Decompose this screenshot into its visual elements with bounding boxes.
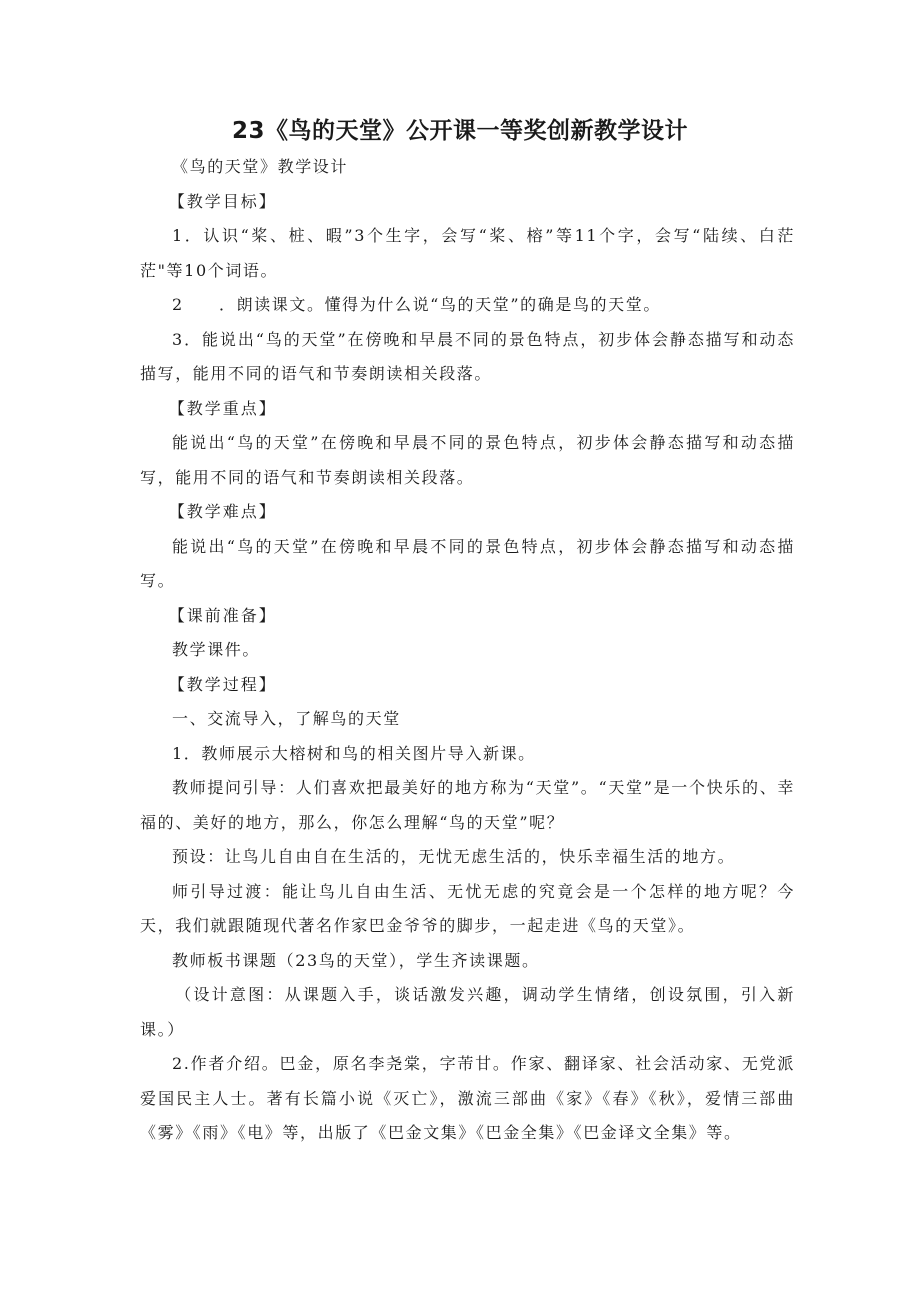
process-step-2: 2.作者介绍。巴金，原名李尧棠，字芾甘。作家、翻译家、社会活动家、无党派爱国民主人士。著有长篇小说《灭亡》，激流三部曲《家》《春》《秋》，爱情三部曲《雾》《雨》《电》等，出版了《巴金文集》《巴金全集》《巴金译文全集》等。 <box>140 1054 795 1142</box>
teacher-question: 教师提问引导：人们喜欢把最美好的地方称为“天堂”。“天堂”是一个快乐的、幸福的、美好的地方，那么，你怎么理解“鸟的天堂”呢？ <box>140 778 795 832</box>
board-writing: 教师板书课题（23鸟的天堂），学生齐读课题。 <box>172 950 540 970</box>
heading-teaching-difficulties: 【教学难点】 <box>168 502 277 521</box>
goal-item-1: 1．认识“桨、桩、暇”3个生字，会写“桨、榕”等11个字，会写“陆续、白茫茫"等10个词语。 <box>140 226 795 280</box>
teacher-transition: 师引导过渡：能让鸟儿自由生活、无忧无虑的究竟会是一个怎样的地方呢？今天，我们就跟随现代著名作家巴金爷爷的脚步，一起走进《鸟的天堂》。 <box>140 881 795 935</box>
document-body <box>140 150 795 1151</box>
key-point-text: 能说出“鸟的天堂”在傍晚和早晨不同的景色特点，初步体会静态描写和动态描写，能用不同的语气和节奏朗读相关段落。 <box>140 433 795 487</box>
preparation-text: 教学课件。 <box>172 640 261 659</box>
heading-teaching-process: 【教学过程】 <box>168 674 277 694</box>
goal-item-3: 3．能说出“鸟的天堂”在傍晚和早晨不同的景色特点，初步体会静态描写和动态描写，能用不同的语气和节奏朗读相关段落。 <box>140 329 795 383</box>
preset-answer: 预设：让鸟儿自由自在生活的，无忧无虑生活的，快乐幸福生活的地方。 <box>172 847 736 866</box>
heading-teaching-goals: 【教学目标】 <box>168 191 277 211</box>
section-heading-1: 一、交流导入，了解鸟的天堂 <box>172 709 401 728</box>
process-step-1: 1．教师展示大榕树和鸟的相关图片导入新课。 <box>172 743 536 763</box>
design-intent: （设计意图：从课题入手，谈话激发兴趣，调动学生情绪，创设氛围，引入新课。） <box>140 985 795 1039</box>
heading-teaching-key-points: 【教学重点】 <box>168 398 277 418</box>
goal-item-2: 2 ．朗读课文。懂得为什么说“鸟的天堂”的确是鸟的天堂。 <box>172 295 661 314</box>
document-title: 23《鸟的天堂》公开课一等奖创新教学设计 <box>231 118 688 144</box>
heading-preparation: 【课前准备】 <box>168 605 277 625</box>
difficult-point-text: 能说出“鸟的天堂”在傍晚和早晨不同的景色特点，初步体会静态描写和动态描写。 <box>140 536 795 590</box>
subtitle: 《鸟的天堂》教学设计 <box>172 157 349 176</box>
